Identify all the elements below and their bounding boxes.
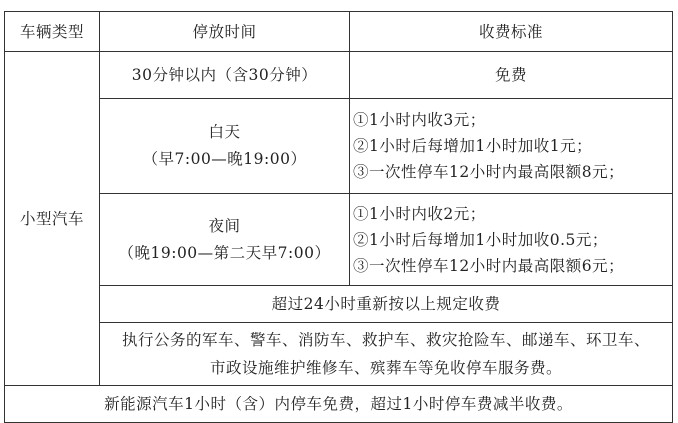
day-hours: （早7:00—晚19:00） (142, 150, 307, 168)
over-24h-rule: 超过24小时重新按以上规定收费 (100, 286, 673, 323)
free-period-fee: 免费 (350, 52, 673, 99)
day-label: 白天 (208, 123, 241, 141)
night-period-cell (100, 194, 350, 286)
official-exemption-cell (100, 323, 673, 386)
header-row (5, 12, 673, 52)
day-fee-rule: ②1小时后每增加1小时加收1元； (353, 137, 593, 155)
header-parking-time: 停放时间 (100, 12, 350, 52)
day-period-cell (100, 99, 350, 194)
vehicle-type-cell: 小型汽车 (5, 52, 100, 386)
free-period-time: 30分钟以内（含30分钟） (100, 52, 350, 99)
day-row (5, 99, 673, 194)
official-exemption-row (5, 323, 673, 386)
day-fee-cell (350, 99, 673, 194)
new-energy-rule: 新能源汽车1小时（含）内停车免费，超过1小时停车费减半收费。 (5, 386, 673, 423)
new-energy-row (5, 386, 673, 423)
night-fee-rule: ①1小时内收2元； (353, 204, 486, 223)
official-exemption-line: 市政设施维护维修车、殡葬车等免收停车服务费。 (209, 359, 562, 377)
official-exemption-line: 执行公务的军车、警车、消防车、救护车、救灾抢险车、邮递车、环卫车、 (121, 331, 650, 349)
night-hours: （晚19:00—第二天早7:00） (118, 243, 331, 262)
over-24h-row (5, 286, 673, 323)
night-fee-cell (350, 194, 673, 286)
header-vehicle-type: 车辆类型 (5, 12, 100, 52)
night-fee-rule: ③一次性停车12小时内最高限额6元； (353, 256, 625, 275)
day-fee-rule: ③一次性停车12小时内最高限额8元； (353, 163, 625, 181)
parking-fee-table (4, 11, 673, 423)
night-fee-rule: ②1小时后每增加1小时加收0.5元； (353, 230, 608, 249)
day-fee-rule: ①1小时内收3元； (353, 111, 486, 129)
night-row (5, 194, 673, 286)
header-fee-standard: 收费标准 (350, 12, 673, 52)
free-period-row (5, 52, 673, 99)
night-label: 夜间 (208, 216, 241, 235)
